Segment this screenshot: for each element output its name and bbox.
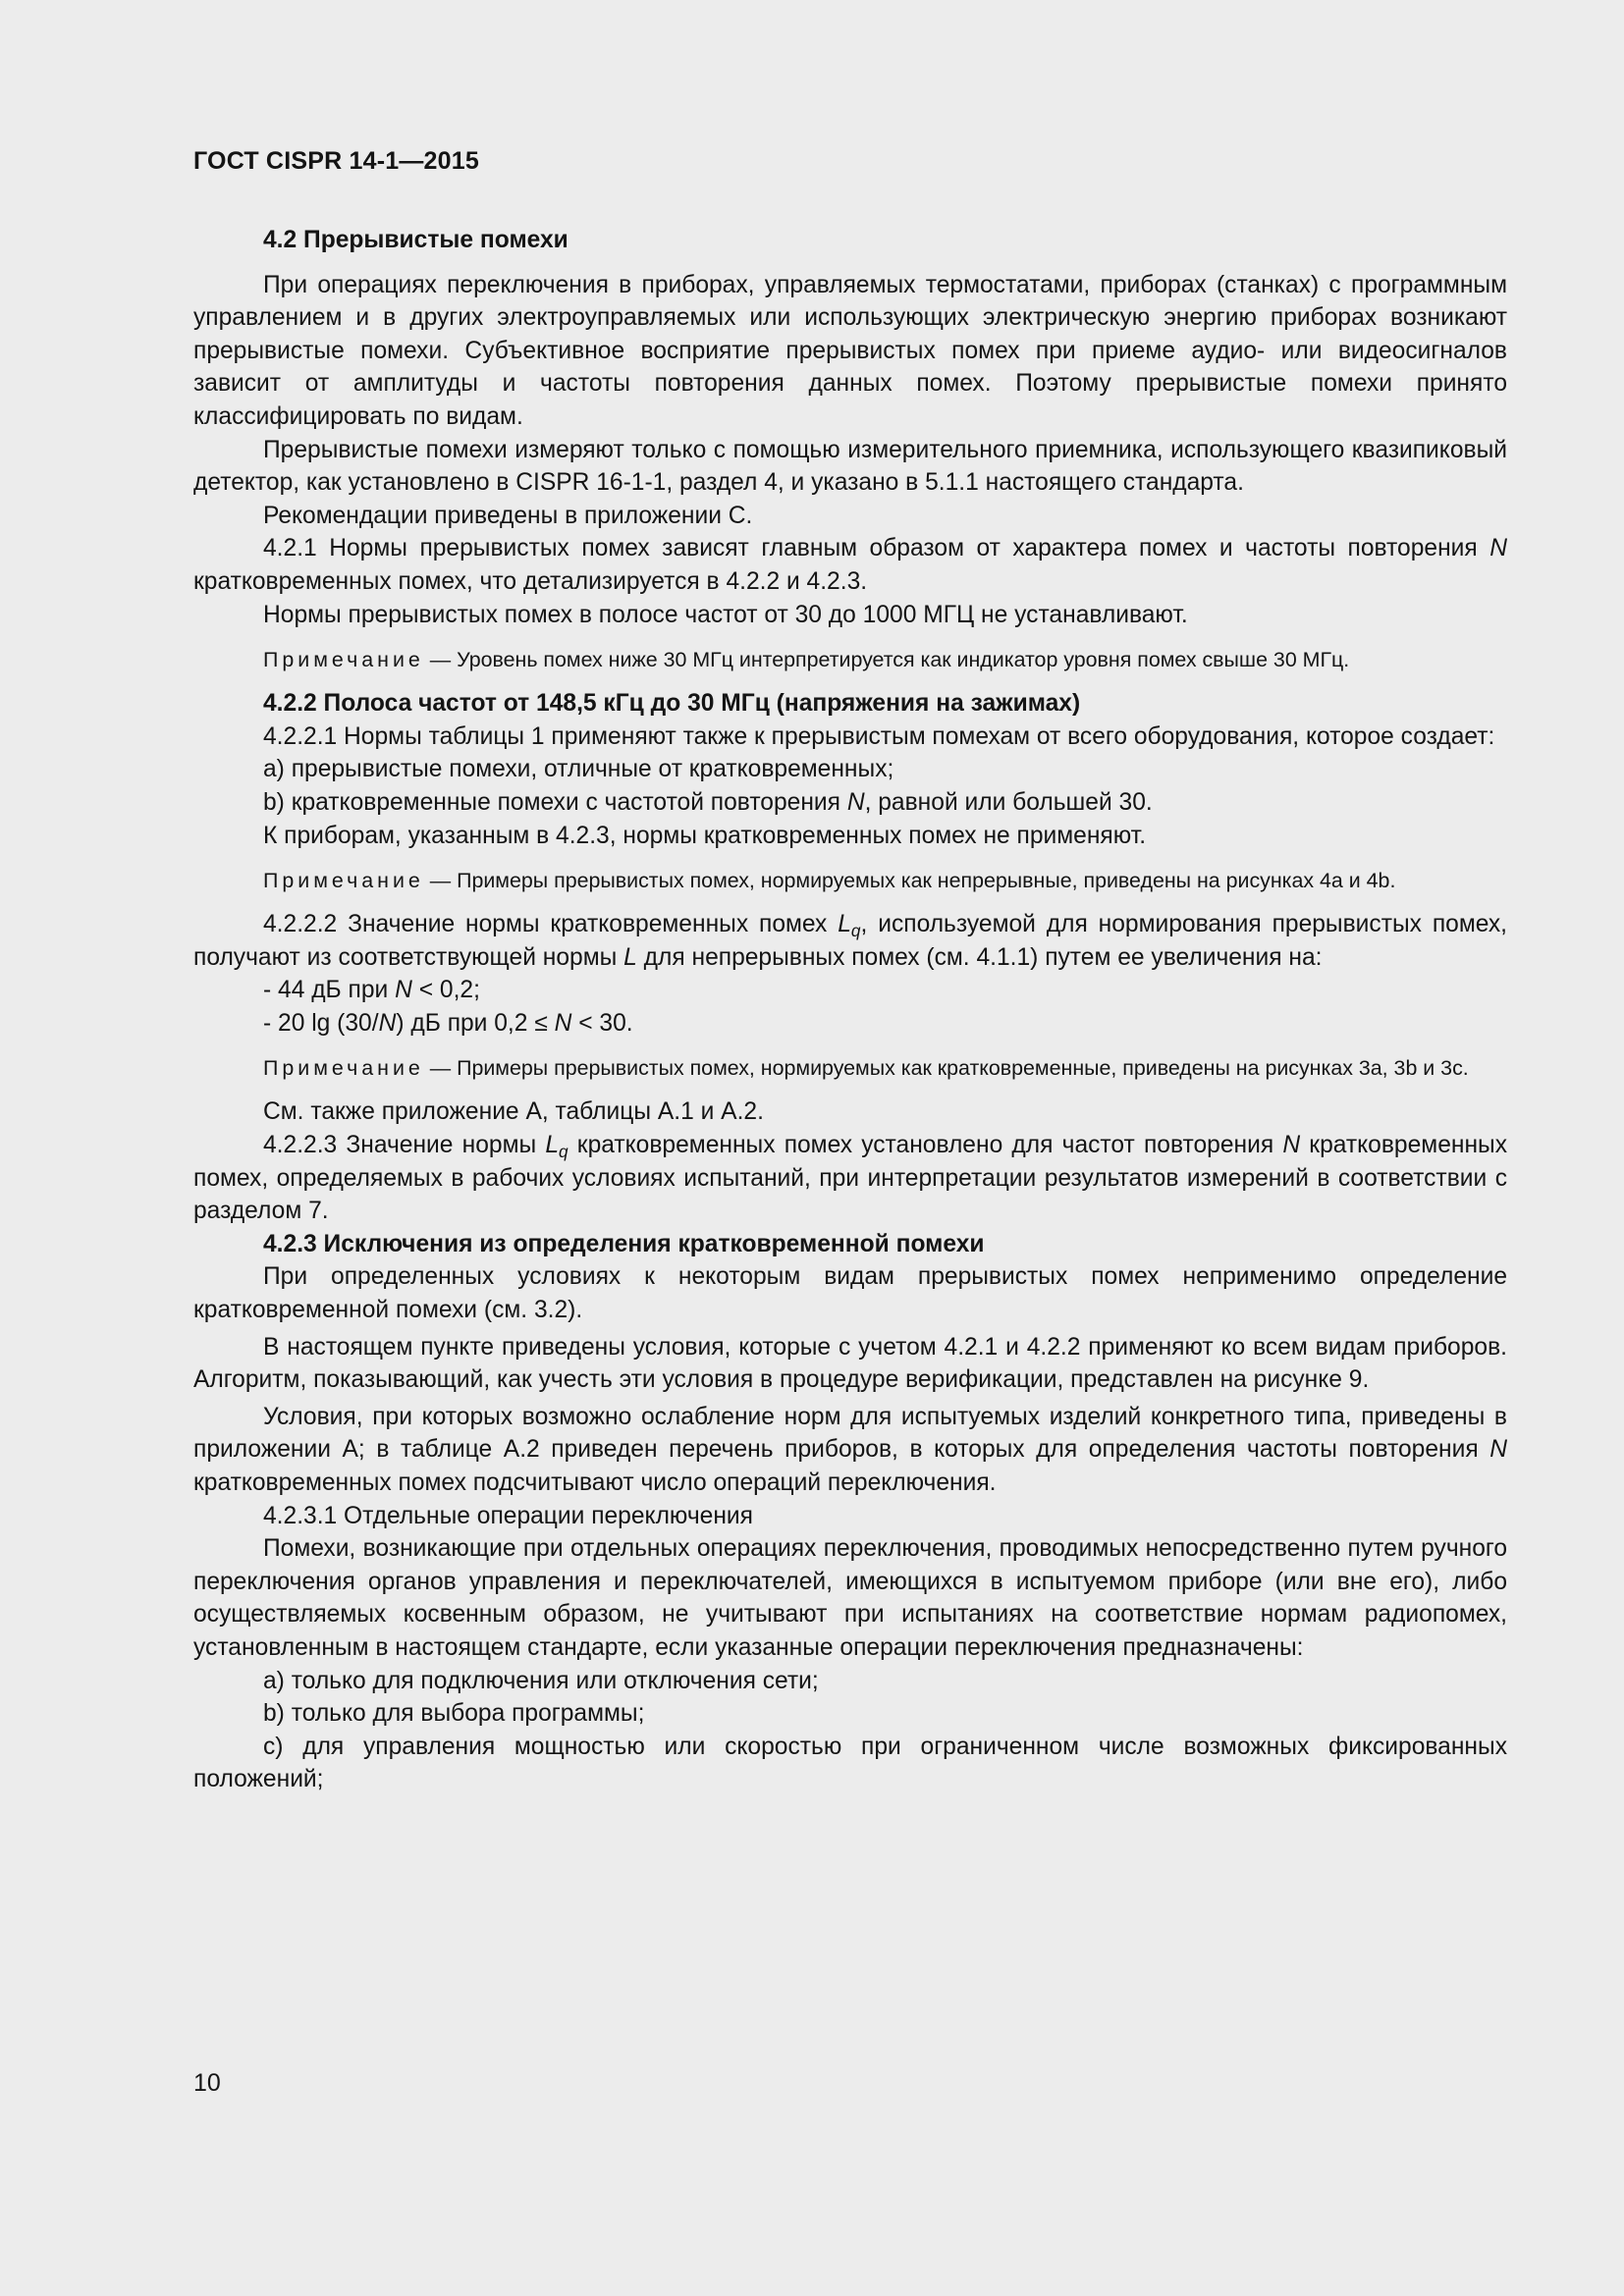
- paragraph: Рекомендации приведены в приложении С.: [263, 502, 753, 529]
- text: - 20 lg (30/: [263, 1009, 379, 1037]
- paragraph-4-2-3-1: 4.2.3.1 Отдельные операции переключения: [263, 1502, 753, 1529]
- paragraph-4-2-1: [193, 532, 1507, 598]
- paragraph: К приборам, указанным в 4.2.3, нормы кратковременных помех не применяют.: [263, 822, 1147, 849]
- note-label: Примечание: [263, 869, 424, 893]
- page-number: 10: [193, 2069, 221, 2097]
- text: 4.2.2.3 Значение нормы: [263, 1132, 546, 1159]
- note: [193, 866, 1507, 896]
- text: b) кратковременные помехи с частотой повторения: [263, 788, 847, 816]
- paragraph: При определенных условиях к некоторым видам прерывистых помех неприменимо определение кратковременной помехи (см. 3.2).: [193, 1263, 1507, 1324]
- text: кратковременных помех подсчитывают число операций переключения.: [193, 1469, 997, 1496]
- variable-l: L: [545, 1132, 560, 1159]
- variable-l: L: [623, 943, 637, 971]
- document-header: ГОСТ CISPR 14-1—2015: [193, 147, 479, 175]
- text: для непрерывных помех (см. 4.1.1) путем ее увеличения на:: [636, 943, 1323, 971]
- paragraph: Нормы прерывистых помех в полосе частот от 30 до 1000 МГЦ не устанавливают.: [263, 601, 1188, 628]
- subscript-q: q: [559, 1142, 568, 1162]
- section-heading-4-2-2: 4.2.2 Полоса частот от 148,5 кГц до 30 МГц (напряжения на зажимах): [263, 690, 1081, 718]
- subscript-q: q: [850, 921, 861, 941]
- paragraph: Прерывистые помехи измеряют только с помощью измерительного приемника, использующего квазипиковый детектор, как установлено в CISPR 16-1-1, раздел 4, и указано в 5.1.1 настоящего стандарта.: [193, 436, 1507, 497]
- text: кратковременных помех, определяемых в рабочих условиях испытаний, при интерпретации результатов измерений в соответствии с разделом 7.: [193, 1132, 1508, 1225]
- note: [193, 1053, 1507, 1084]
- note-text: — Примеры прерывистых помех, нормируемых как кратковременные, приведены на рисунках 3a, 3b и 3c.: [423, 1056, 1469, 1081]
- text: , используемой для нормирования прерывистых помех, получают из соответствующей нормы: [193, 911, 1507, 971]
- list-item: а) только для подключения или отключения сети;: [263, 1667, 819, 1694]
- text: Условия, при которых возможно ослабление норм для испытуемых изделий конкретного типа, приведены в приложении А; в таблице А.2 приведен перечень приборов, в которых для определения частоты повторения: [193, 1403, 1507, 1464]
- paragraph-4-2-2-2: [193, 908, 1507, 974]
- text: ) дБ при 0,2 ≤: [396, 1009, 555, 1037]
- document-body: [193, 224, 1507, 1796]
- variable-n: N: [554, 1009, 572, 1037]
- section-heading-4-2-3: 4.2.3 Исключения из определения кратковременной помехи: [263, 1230, 985, 1257]
- paragraph: В настоящем пункте приведены условия, которые с учетом 4.2.1 и 4.2.2 применяют ко всем видам приборов. Алгоритм, показывающий, как учесть эти условия в процедуре верификации, представлен на рисунке 9.: [193, 1333, 1507, 1394]
- note-text: — Уровень помех ниже 30 МГц интерпретируется как индикатор уровня помех свыше 30 МГц.: [423, 648, 1350, 672]
- variable-n: N: [846, 788, 865, 816]
- variable-n: N: [1489, 1436, 1507, 1464]
- text: кратковременных помех установлено для частот повторения: [568, 1132, 1283, 1159]
- paragraph: Помехи, возникающие при отдельных операциях переключения, проводимых непосредственно путем ручного переключения органов управления и переключателей, имеющихся в испытуемом приборе (или вне его), либо осуществляемых косвенным образом, не учитывают при испытаниях на соответствие нормам радиопомех, установленным в настоящем стандарте, если указанные операции переключения предназначены:: [193, 1535, 1507, 1661]
- text: кратковременных помех, что детализируется в 4.2.2 и 4.2.3.: [193, 567, 868, 595]
- text: < 30.: [571, 1009, 633, 1037]
- note-label: Примечание: [263, 1056, 424, 1081]
- note-text: — Примеры прерывистых помех, нормируемых как непрерывные, приведены на рисунках 4a и 4b.: [423, 869, 1396, 893]
- text: 4.2.1 Нормы прерывистых помех зависят главным образом от характера помех и частоты повторения: [263, 535, 1490, 562]
- paragraph-4-2-2-1: 4.2.2.1 Нормы таблицы 1 применяют также к прерывистым помехам от всего оборудования, которое создает:: [263, 722, 1495, 750]
- list-item: [193, 1007, 1507, 1041]
- paragraph: [193, 1401, 1507, 1500]
- list-item: [193, 786, 1507, 820]
- variable-n: N: [1282, 1132, 1301, 1159]
- note: [193, 645, 1507, 675]
- note-label: Примечание: [263, 648, 424, 672]
- variable-n: N: [1489, 535, 1507, 562]
- list-item: а) прерывистые помехи, отличные от кратковременных;: [263, 756, 894, 783]
- text: 4.2.2.2 Значение нормы кратковременных помех: [263, 911, 839, 938]
- section-heading-4-2: 4.2 Прерывистые помехи: [263, 227, 568, 253]
- paragraph: См. также приложение А, таблицы А.1 и А.2.: [263, 1098, 764, 1126]
- text: - 44 дБ при: [263, 977, 396, 1004]
- variable-l: L: [838, 911, 851, 938]
- text: < 0,2;: [411, 977, 480, 1004]
- paragraph: При операциях переключения в приборах, управляемых термостатами, приборах (станках) с программным управлением и в других электроуправляемых или использующих электрическую энергию приборах возникают прерывистые помехи. Субъективное восприятие прерывистых помех при приеме аудио- или видеосигналов зависит от амплитуды и частоты повторения данных помех. Поэтому прерывистые помехи принято классифицировать по видам.: [193, 271, 1507, 430]
- variable-n: N: [378, 1009, 397, 1037]
- paragraph-4-2-2-3: [193, 1129, 1507, 1228]
- list-item: с) для управления мощностью или скоростью при ограниченном числе возможных фиксированных положений;: [193, 1733, 1507, 1793]
- list-item: [193, 974, 1507, 1007]
- list-item: b) только для выбора программы;: [263, 1700, 645, 1728]
- text: , равной или большей 30.: [864, 788, 1153, 816]
- variable-n: N: [395, 977, 412, 1004]
